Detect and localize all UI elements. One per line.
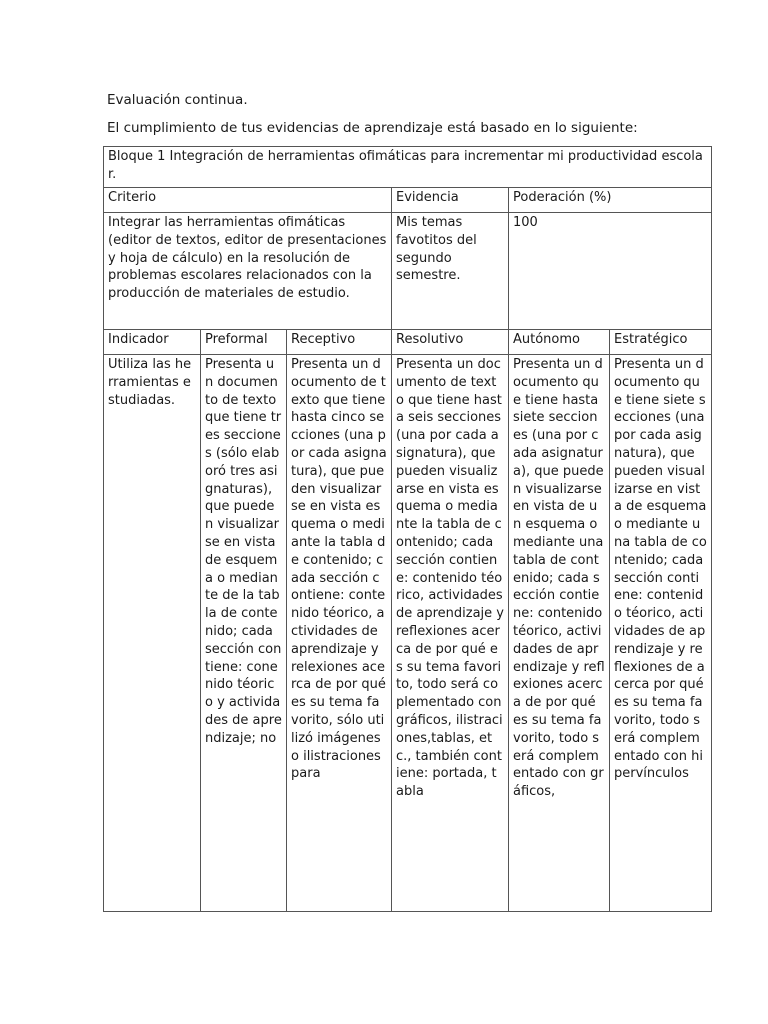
criterio-cell: Integrar las herramientas ofimáticas (editor de textos, editor de presentaciones y hoja de cálculo) en la resolución de problemas escolares relacionados con la producción de materiales de estudio. — [104, 213, 392, 330]
receptivo-text: Presenta un documento de texto que tiene hasta cinco secciones (una por cada asignatura), que pueden visualizarse en vista esquema o mediante la tabla de contenido; cada sección contiene: contenido téorico, actividades de aprendizaje y relexiones acerca de por qué es su tema favorito, sólo utilizó imágenes o ilistraciones para — [291, 357, 387, 782]
estrategico-cell — [610, 355, 712, 912]
criterio-header: Criterio — [104, 188, 392, 213]
estrategico-header: Estratégico — [610, 330, 712, 355]
estrategico-text: Presenta un documento que tiene siete secciones (una por cada asignatura), que pueden visualizarse en vista de esquema o mediante una tabla de contenido; cada sección contiene: contenido téorico, actividades de aprendizaje y reflexiones de acerca por qué es su tema favorito, todo será complementado con hipervínculos — [614, 357, 707, 782]
receptivo-cell — [287, 355, 392, 912]
autonomo-header: Autónomo — [509, 330, 610, 355]
autonomo-text: Presenta un documento que tiene hasta siete secciones (una por cada asignatura), que pueden visualizarse en vista de un esquema o mediante una tabla de contenido; cada sección contiene: contenido téorico, actividades de aprendizaje y reflexiones acerca de por qué es su tema favorito, todo será complementado con gráficos, — [513, 357, 605, 800]
indicador-cell — [104, 355, 201, 912]
evidencia-cell: Mis temas favotitos del segundo semestre. — [392, 213, 509, 330]
preformal-text: Presenta un documento de texto que tiene tres secciones (sólo elaboró tres asignaturas), que pueden visualizarse en vista de esquema o mediante de la tabla de contenido; cada sección contiene: conenido téorico y actividades de aprendizaje; no — [205, 357, 282, 746]
levels-row — [104, 355, 712, 912]
indicador-text: Utiliza las herramientas estudiadas. — [108, 357, 192, 408]
evidencia-header: Evidencia — [392, 188, 509, 213]
ponderacion-cell: 100 — [509, 213, 712, 330]
rubric-table — [103, 146, 712, 912]
criteria-row — [104, 213, 712, 330]
block-title: Bloque 1 Integración de herramientas ofimáticas para incrementar mi productividad escolar. — [104, 147, 712, 188]
preformal-cell — [201, 355, 287, 912]
ponderacion-header: Poderación (%) — [509, 188, 712, 213]
section-heading: Evaluación continua. — [107, 92, 248, 108]
indicador-header: Indicador — [104, 330, 201, 355]
criteria-header-row — [104, 188, 712, 213]
levels-header-row — [104, 330, 712, 355]
receptivo-header: Receptivo — [287, 330, 392, 355]
resolutivo-header: Resolutivo — [392, 330, 509, 355]
block-title-row — [104, 147, 712, 188]
preformal-header: Preformal — [201, 330, 287, 355]
resolutivo-text: Presenta un documento de texto que tiene hasta seis secciones (una por cada asignatura), que pueden visualizarse en vista esquema o mediante la tabla de contenido; cada sección contiene: contenido téorico, actividades de aprendizaje y reflexiones acerca de por qué es su tema favorito, todo será co plementado con gráficos, ilistraciones,tablas, etc., también contiene: portada, tabla — [396, 357, 504, 800]
intro-paragraph: El cumplimiento de tus evidencias de aprendizaje está basado en lo siguiente: — [107, 120, 638, 136]
resolutivo-cell — [392, 355, 509, 912]
autonomo-cell — [509, 355, 610, 912]
